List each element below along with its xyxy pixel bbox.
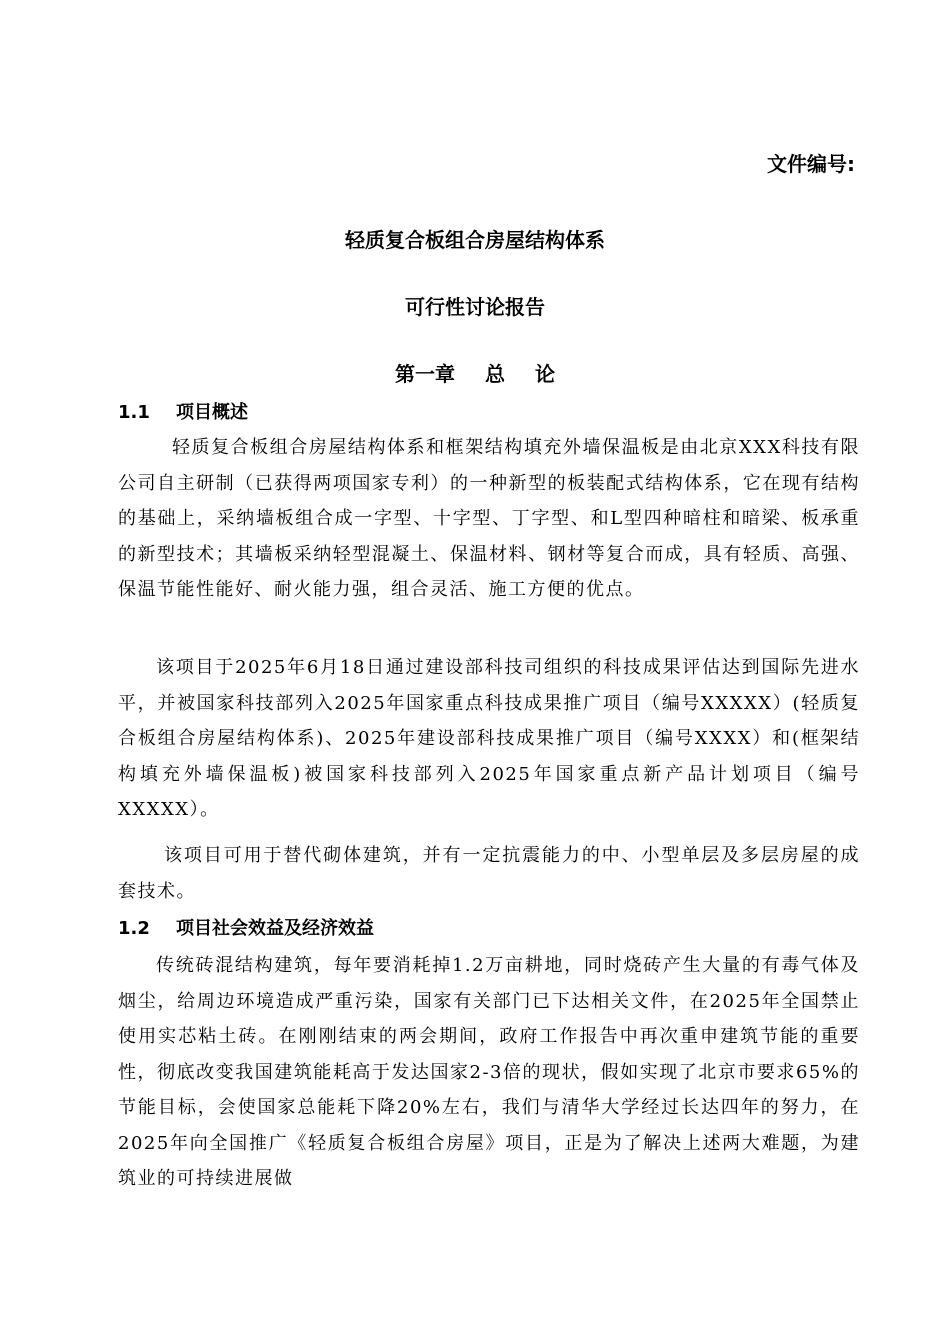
section-title: 项目概述 — [176, 402, 248, 423]
section-title: 项目社会效益及经济效益 — [176, 918, 374, 939]
paragraph-benefits: 传统砖混结构建筑，每年要消耗掉1.2万亩耕地，同时烧砖产生大量的有毒气体及烟尘，给周边环境造成严重污染，国家有关部门已下达相关文件，在2025年全国禁止使用实芯粘土砖。在刚刚结束的两会期间，政府工作报告中再次重申建筑节能的重要性，彻底改变我国建筑能耗高于发达国家2-3倍的现状，假如实现了北京市要求65%的节能目标，会使国家总能耗下降20%左右，我们与清华大学经过长达四年的努力，在2025年向全国推广《轻质复合板组合房屋》项目，正是为了解决上述两大难题，为建筑业的可持续进展做 — [118, 955, 860, 1189]
section-number: 1.2 — [118, 918, 150, 939]
section-number: 1.1 — [118, 402, 150, 423]
document-number-label: 文件编号: — [767, 152, 855, 176]
section-heading-1-1 — [118, 398, 248, 424]
document-subtitle: 可行性讨论报告 — [405, 295, 545, 319]
paragraph-project-overview: 轻质复合板组合房屋结构体系和框架结构填充外墙保温板是由北京XXX科技有限公司自主研制（已获得两项国家专利）的一种新型的板装配式结构体系，它在现有结构的基础上，采纳墙板组合成一字型、十字型、丁字型、和L型四种暗柱和暗梁、板承重的新型技术；其墙板采纳轻型混凝土、保温材料、钢材等复合而成，具有轻质、高强、保温节能性能好、耐火能力强，组合灵活、施工方便的优点。 — [118, 437, 860, 600]
document-title: 轻质复合板组合房屋结构体系 — [345, 228, 605, 252]
paragraph-application: 该项目可用于替代砌体建筑，并有一定抗震能力的中、小型单层及多层房屋的成套技术。 — [118, 845, 860, 902]
chapter-title-char-2: 论 — [535, 362, 555, 386]
section-heading-1-2 — [118, 914, 374, 940]
chapter-heading — [0, 358, 950, 387]
chapter-number: 第一章 — [395, 362, 455, 386]
paragraph-evaluation: 该项目于2025年6月18日通过建设部科技司组织的科技成果评估达到国际先进水平，并被国家科技部列入2025年国家重点科技成果推广项目（编号XXXXX）(轻质复合板组合房屋结构体系)、2025年建设部科技成果推广项目（编号XXXX）和(框架结构填充外墙保温板)被国家科技部列入2025年国家重点新产品计划项目（编号XXXXX）。 — [118, 657, 860, 820]
chapter-title-char-1: 总 — [485, 362, 505, 386]
